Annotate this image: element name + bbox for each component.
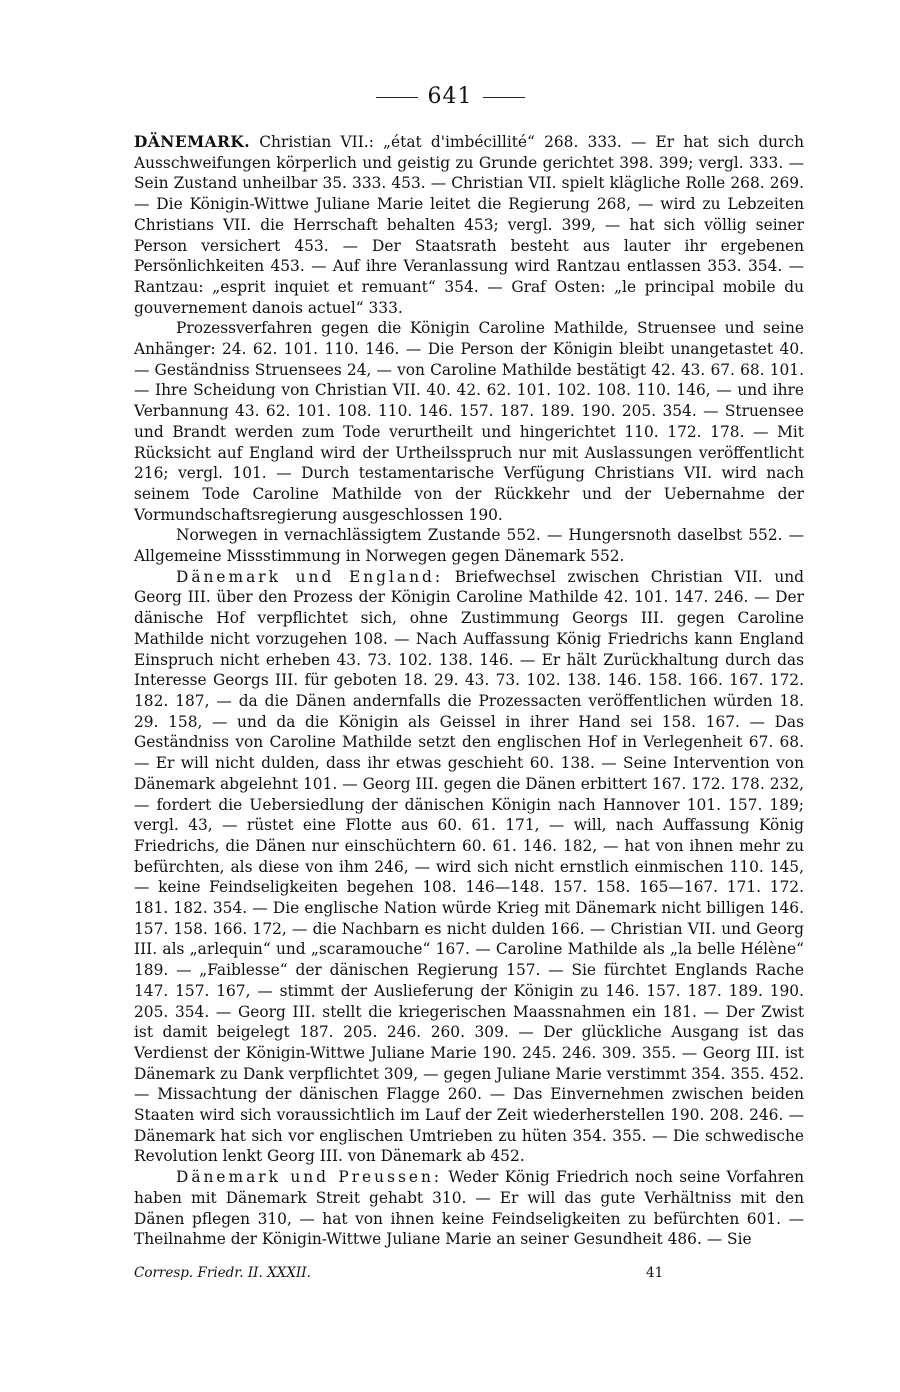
paragraph-4-text: Briefwechsel zwischen Christian VII. und Georg III. über den Prozess der Königin Caroline Mathilde 42. 101. 147. 246. — Der dänische Hof verpflichtet sich, ohne Zustimmung Georgs III. gegen Caroline Mathilde nicht vorzugehen 108. — Nach Auffassung König Friedrichs kann England Einspruch nicht erheben 43. 73. 102. 138. 146. — Er hält Zurückhaltung durch das Interesse Georgs III. für geboten 18. 29. 43. 73. 102. 138. 146. 158. 166. 167. 172. 182. 187, — da die Dänen andernfalls die Prozessacten veröffentlichen würden 18. 29. 158, — und da die Königin als Geissel in ihrer Hand sei 158. 167. — Das Geständniss von Caroline Mathilde setzt den englischen Hof in Verlegenheit 67. 68. — Er will nicht dulden, dass ihr etwas geschieht 60. 138. — Seine Intervention von Dänemark abgelehnt 101. — Georg III. gegen die Dänen erbittert 167. 172. 178. 232, — fordert die Uebersiedlung der dänischen Königin nach Hannover 101. 157. 189; vergl. 43, — rüstet eine Flotte aus 60. 61. 171, — will, nach Auffassung König Friedrichs, die Dänen nur einschüchtern 60. 61. 146. 182, — hat von ihnen mehr zu befürchten, als diese von ihm 246, — wird sich nicht ernstlich einmischen 110. 145, — keine Feindseligkeiten begehen 108. 146—148. 157. 158. 165—167. 171. 172. 181. 182. 354. — Die englische Nation würde Krieg mit Dänemark nicht billigen 146. 157. 158. 166. 172, — die Nachbarn es nicht dulden 166. — Christian VII. und Georg III. als „arlequin“ und „scaramouche“ 167. — Caroline Mathilde als „la belle Hélène“ 189. — „Faiblesse“ der dänischen Regierung 157. — Sie fürchtet Englands Rache 147. 157. 167, — stimmt der Auslieferung der Königin zu 146. 157. 187. 189. 190. 205. 354. — Georg III. stellt die kriegerischen Maassnahmen ein 181. — Der Zwist ist damit beigelegt 187. 205. 246. 260. 309. — Der glückliche Ausgang ist das Verdienst der Königin-Wittwe Juliane Marie 190. 245. 246. 309. 355. — Georg III. ist Dänemark zu Dank verpflichtet 309, — gegen Juliane Marie verstimmt 354. 355. 452. — Missachtung der dänischen Flagge 260. — Das Einvernehmen zwischen beiden Staaten wird sich voraussichtlich im Lauf der Zeit wiederherstellen 190. 208. 246. — Dänemark hat sich vor englischen Umtrieben zu hüten 354. 355. — Die schwedische Revolution lenkt Georg III. von Dänemark ab 452.: [134, 567, 804, 1166]
page-header: [0, 84, 900, 109]
index-entry-text: [134, 132, 804, 1250]
footer-sheet-number: 41: [646, 1265, 664, 1281]
section-title-england: Dänemark und England:: [176, 567, 444, 586]
header-dash-left: [376, 97, 418, 98]
paragraph-preussen: [134, 1167, 804, 1250]
page-number: 641: [427, 84, 473, 109]
paragraph-prozess: Prozessverfahren gegen die Königin Caroline Mathilde, Struensee und seine Anhänger: 24. 62. 101. 110. 146. — Die Person der Königin bleibt unangetastet 40. — Geständniss Struensees 24, — von Caroline Mathilde bestätigt 42. 43. 67. 68. 101. — Ihre Scheidung von Christian VII. 40. 42. 62. 101. 102. 108. 110. 146, — und ihre Verbannung 43. 62. 101. 108. 110. 146. 157. 187. 189. 190. 205. 354. — Struensee und Brandt werden zum Tode verurtheilt und hingerichtet 110. 172. 178. — Mit Rücksicht auf England wird der Urtheilsspruch nur mit Auslassungen veröffentlicht 216; vergl. 101. — Durch testamentarische Verfügung Christians VII. wird nach seinem Tode Caroline Mathilde von der Rückkehr und der Uebernahme der Vormundschaftsregierung ausgeschlossen 190.: [134, 319, 804, 524]
header-dash-right: [483, 97, 525, 98]
paragraph-5-text: Weder König Friedrich noch seine Vorfahren haben mit Dänemark Streit gehabt 310. — Er will das gute Verhältniss mit den Dänen pflegen 310, — hat von ihnen keine Feindseligkeiten zu befürchten 601. — Theilnahme der Königin-Wittwe Juliane Marie an seiner Gesundheit 486. — Sie: [134, 1168, 804, 1249]
section-title-preussen: Dänemark und Preussen:: [176, 1168, 443, 1187]
paragraph-england: [134, 567, 804, 1167]
paragraph-1-text: Christian VII.: „état d'imbécillité“ 268. 333. — Er hat sich durch Ausschweifungen körperlich und geistig zu Grunde gerichtet 398. 399; vergl. 333. — Sein Zustand unheilbar 35. 333. 453. — Christian VII. spielt klägliche Rolle 268. 269. — Die Königin-Wittwe Juliane Marie leitet die Regierung 268, — wird zu Lebzeiten Christians VII. die Herrschaft behalten 453; vergl. 399, — hat sich völlig seiner Person versichert 453. — Der Staatsrath besteht aus lauter ihr ergebenen Persönlichkeiten 453. — Auf ihre Veranlassung wird Rantzau entlassen 353. 354. — Rantzau: „esprit inquiet et remuant“ 354. — Graf Osten: „le principal mobile du gouvernement danois actuel“ 333.: [134, 133, 804, 317]
footer-signature: Corresp. Friedr. II. XXXII.: [134, 1265, 311, 1281]
paragraph-christian-vii: [134, 132, 804, 318]
entry-head-word: DÄNEMARK.: [134, 133, 251, 151]
paragraph-norwegen: Norwegen in vernachlässigtem Zustande 552. — Hungersnoth daselbst 552. — Allgemeine Missstimmung in Norwegen gegen Dänemark 552.: [134, 526, 804, 566]
